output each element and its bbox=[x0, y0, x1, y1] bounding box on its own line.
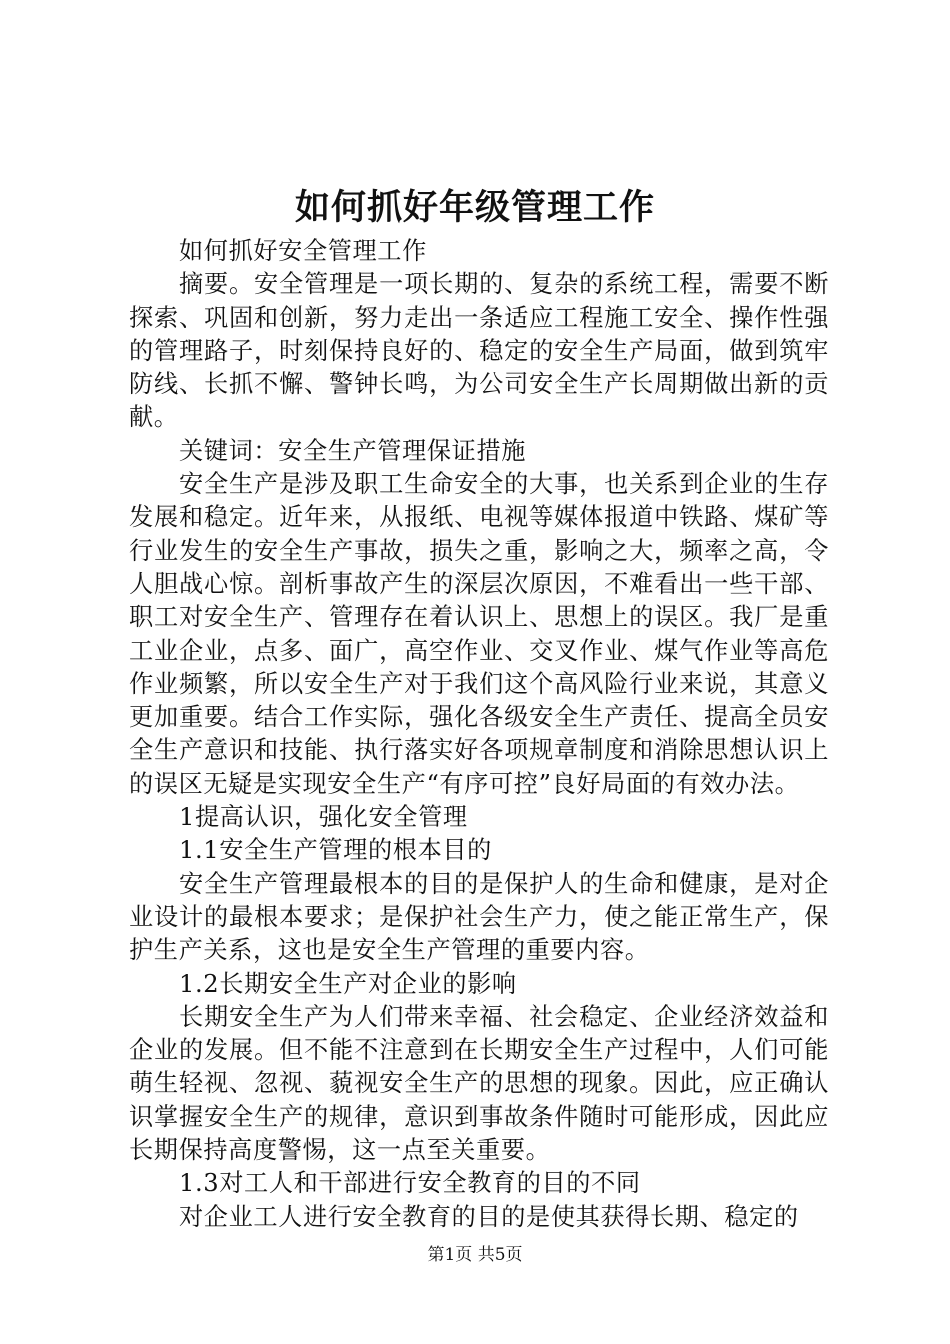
subtitle-paragraph: 如何抓好安全管理工作 bbox=[179, 237, 427, 265]
abstract-paragraph: 摘要。安全管理是一项长期的、复杂的系统工程，需要不断探索、巩固和创新，努力走出一条适应工程施工安全、操作性强的管理路子，时刻保持良好的、稳定的安全生产局面，做到筑牢防线、长抓不懈、警钟长鸣，为公司安全生产长周期做出新的贡献。 bbox=[129, 270, 829, 432]
body-paragraph: 对企业工人进行安全教育的目的是使其获得长期、稳定的 bbox=[179, 1202, 799, 1231]
document-body bbox=[129, 235, 829, 1234]
page-title: 如何抓好年级管理工作 bbox=[294, 187, 655, 228]
subsection-heading: 1.1安全生产管理的根本目的 bbox=[179, 836, 492, 865]
subsection-heading: 1.3对工人和干部进行安全教育的目的不同 bbox=[179, 1169, 641, 1198]
page-number-footer: 第1页 共5页 bbox=[427, 1245, 523, 1265]
body-paragraph: 长期安全生产为人们带来幸福、社会稳定、企业经济效益和企业的发展。但不能不注意到在长期安全生产过程中，人们可能萌生轻视、忽视、藐视安全生产的思想的现象。因此，应正确认识掌握安全生产的规律，意识到事故条件随时可能形成，因此应长期保持高度警惕，这一点至关重要。 bbox=[129, 1002, 829, 1165]
subsection-heading: 1.2长期安全生产对企业的影响 bbox=[179, 969, 517, 998]
section-heading: 1提高认识，强化安全管理 bbox=[179, 803, 468, 832]
body-paragraph: 安全生产是涉及职工生命安全的大事，也关系到企业的生存发展和稳定。近年来，从报纸、电视等媒体报道中铁路、煤矿等行业发生的安全生产事故，损失之重，影响之大，频率之高，令人胆战心惊。剖析事故产生的深层次原因，不难看出一些干部、职工对安全生产、管理存在着认识上、思想上的误区。我厂是重工业企业，点多、面广，高空作业、交叉作业、煤气作业等高危作业频繁，所以安全生产对于我们这个高风险行业来说，其意义更加重要。结合工作实际，强化各级安全生产责任、提高全员安全生产意识和技能、执行落实好各项规章制度和消除思想认识上的误区无疑是实现安全生产“有序可控”良好局面的有效办法。 bbox=[129, 470, 829, 798]
keywords-paragraph: 关键词：安全生产管理保证措施 bbox=[179, 436, 527, 465]
body-paragraph: 安全生产管理最根本的目的是保护人的生命和健康，是对企业设计的最根本要求；是保护社会生产力，使之能正常生产，保护生产关系，这也是安全生产管理的重要内容。 bbox=[129, 869, 829, 965]
